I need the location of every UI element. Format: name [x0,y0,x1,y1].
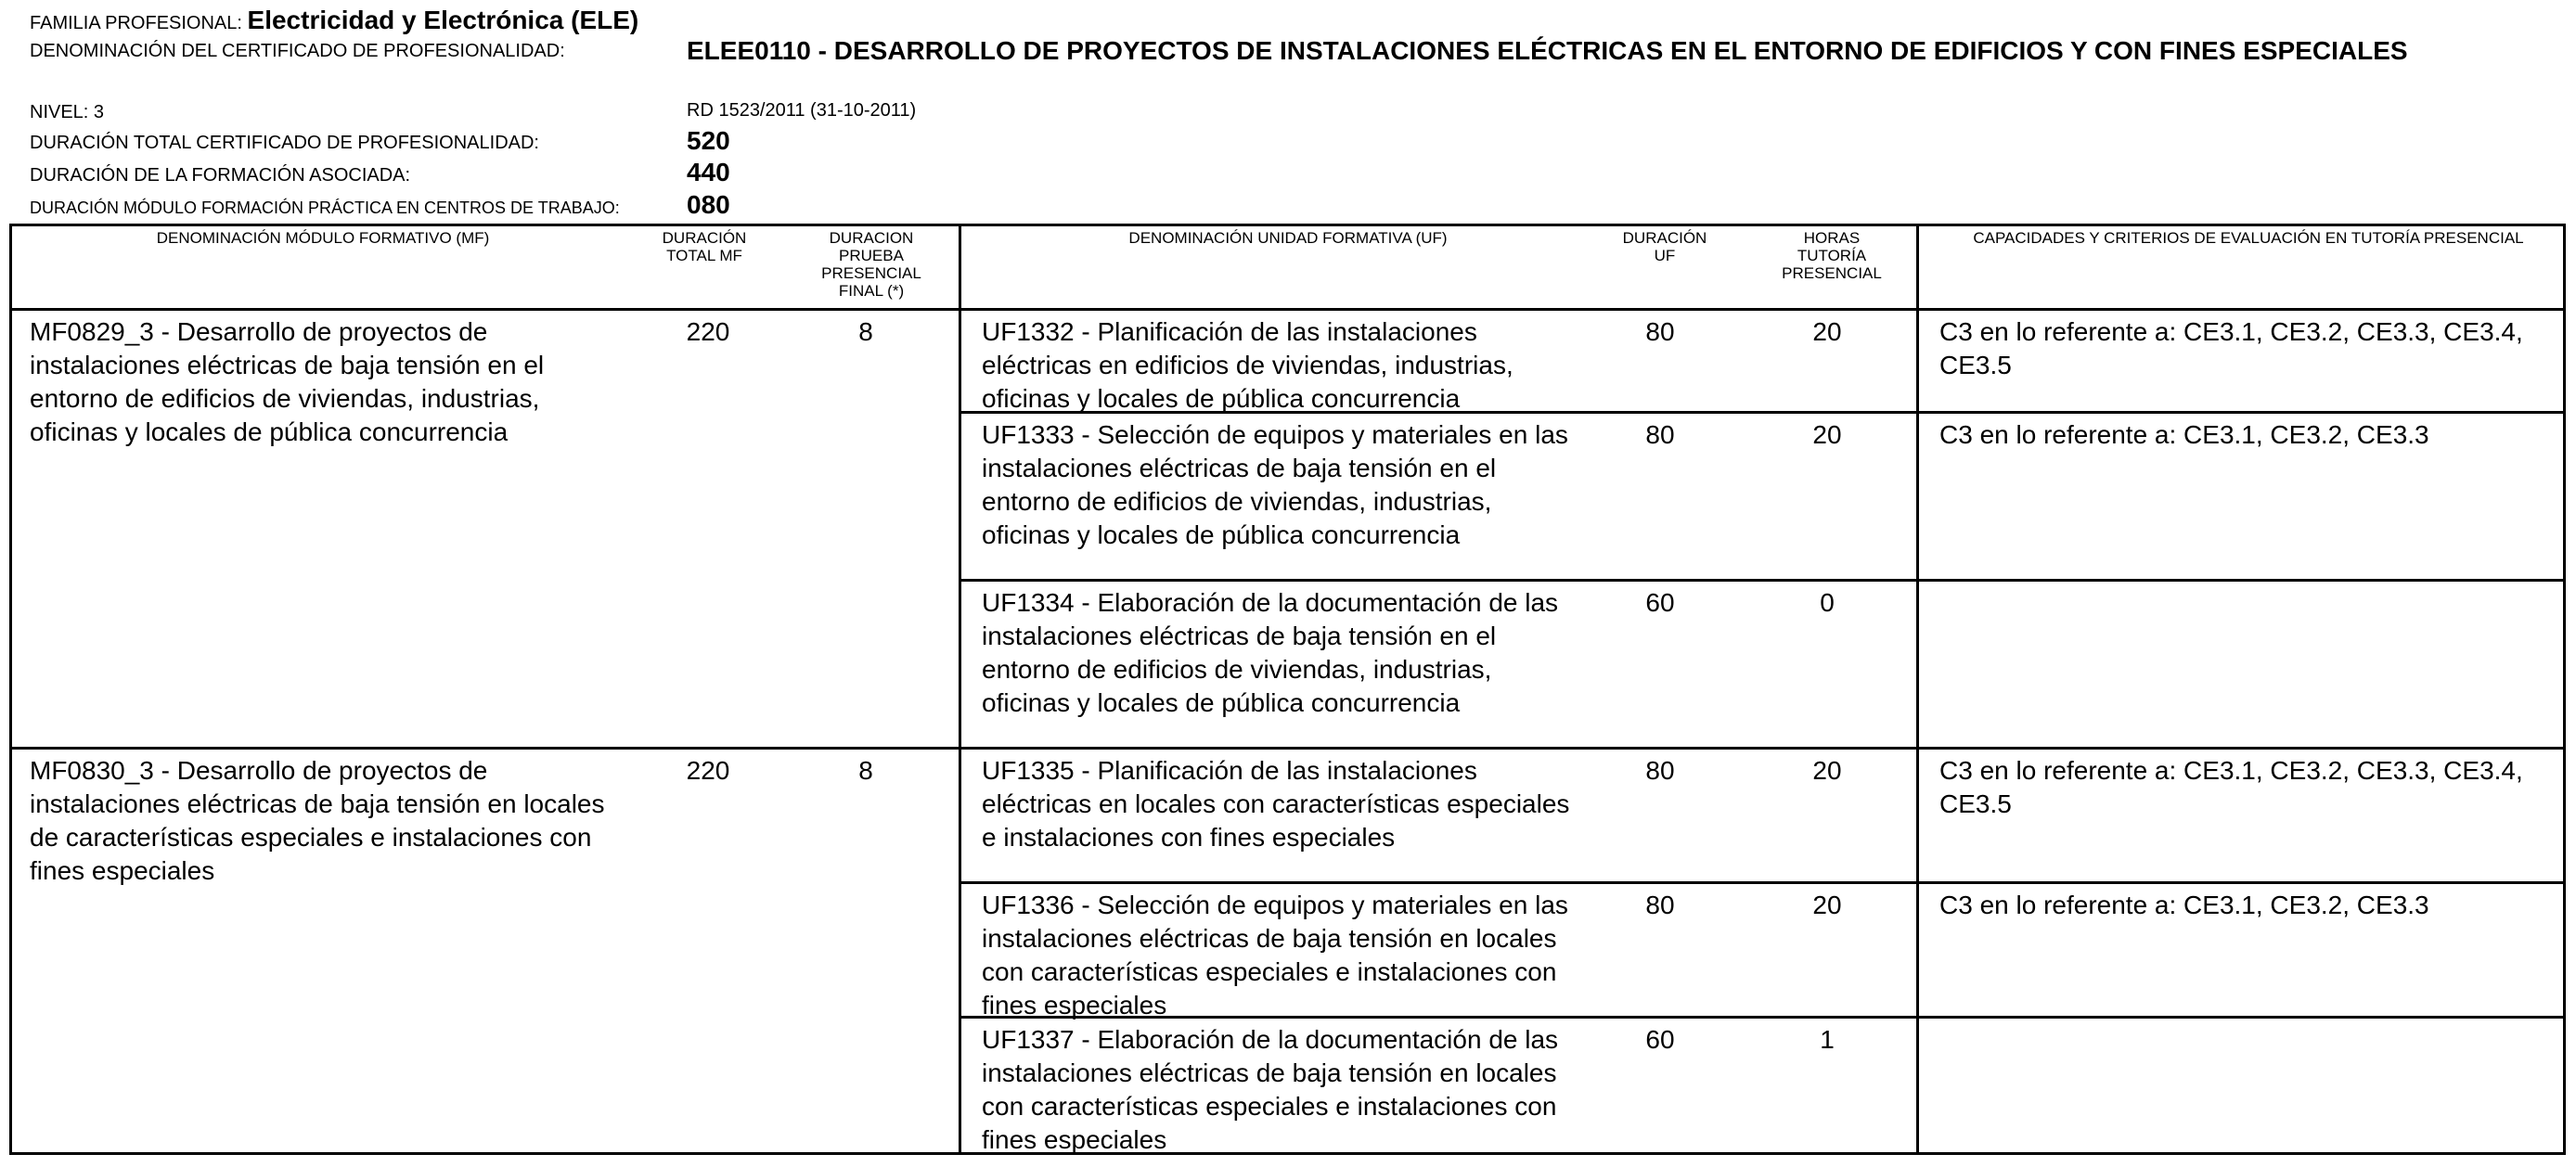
unit-tutoria: 20 [1812,420,1842,449]
familia-label: FAMILIA PROFESIONAL: Electricidad y Electrónica (ELE) [30,6,639,34]
header-uf: DENOMINACIÓN UNIDAD FORMATIVA (UF) [1128,229,1448,247]
training-table [9,224,2566,1155]
unit-name: UF1336 - Selección de equipos y materiales en las instalaciones eléctricas de baja tensión en locales con características especiales e instalaciones con fines especiales [982,891,1568,1020]
unit-divider [959,579,2563,582]
module-name: MF0829_3 - Desarrollo de proyectos de instalaciones eléctricas de baja tensión en el entorno de edificios de viviendas, industrias, oficinas y locales de pública concurrencia [30,317,545,446]
module-duracion: 220 [686,317,730,346]
unit-capacidades: C3 en lo referente a: CE3.1, CE3.2, CE3.3 [1939,420,2429,449]
header-mf: DENOMINACIÓN MÓDULO FORMATIVO (MF) [156,229,490,247]
unit-tutoria: 1 [1820,1025,1835,1054]
unit-duracion: 60 [1645,1025,1675,1054]
unit-name: UF1335 - Planificación de las instalaciones eléctricas en locales con características especiales e instalaciones con fines especiales [982,756,1570,852]
unit-duracion: 80 [1645,420,1675,449]
header-capacidades: CAPACIDADES Y CRITERIOS DE EVALUACIÓN EN TUTORÍA PRESENCIAL [1973,229,2524,247]
duracion-formacion-label: DURACIÓN DE LA FORMACIÓN ASOCIADA: [30,165,411,186]
unit-name: UF1334 - Elaboración de la documentación de las instalaciones eléctricas de baja tensión en el entorno de edificios de viviendas, industrias, oficinas y locales de pública concurrencia [982,588,1559,717]
header-prueba: DURACION PRUEBA PRESENCIAL FINAL (*) [821,229,921,300]
unit-divider [959,881,2563,884]
module-prueba: 8 [858,756,873,785]
col-divider [959,226,961,1152]
header-duracion-uf: DURACIÓN UF [1622,229,1707,264]
duracion-total-label: DURACIÓN TOTAL CERTIFICADO DE PROFESIONALIDAD: [30,133,539,153]
duracion-practica-label: DURACIÓN MÓDULO FORMACIÓN PRÁCTICA EN CENTROS DE TRABAJO: [30,199,620,217]
denominacion-value: ELEE0110 - DESARROLLO DE PROYECTOS DE INSTALACIONES ELÉCTRICAS EN EL ENTORNO DE EDIFICIOS Y CON FINES ESPECIALES [687,36,2408,65]
module-prueba: 8 [858,317,873,346]
unit-name: UF1332 - Planificación de las instalaciones eléctricas en edificios de viviendas, industrias, oficinas y locales de pública concurrencia [982,317,1513,413]
denominacion-label: DENOMINACIÓN DEL CERTIFICADO DE PROFESIONALIDAD: [30,41,565,61]
nivel-label: NIVEL: 3 [30,102,105,122]
unit-duracion: 80 [1645,756,1675,785]
unit-duracion: 80 [1645,317,1675,346]
module-name: MF0830_3 - Desarrollo de proyectos de instalaciones eléctricas de baja tensión en locales de características especiales e instalaciones con fines especiales [30,756,605,885]
header-duracion-mf: DURACIÓN TOTAL MF [662,229,747,264]
header-divider [12,308,2563,311]
duracion-practica-value: 080 [687,190,730,219]
duracion-total-value: 520 [687,126,730,155]
unit-name: UF1333 - Selección de equipos y materiales en las instalaciones eléctricas de baja tensión en el entorno de edificios de viviendas, industrias, oficinas y locales de pública concurrencia [982,420,1568,549]
duracion-formacion-value: 440 [687,158,730,186]
unit-tutoria: 20 [1812,756,1842,785]
unit-duracion: 60 [1645,588,1675,617]
module-divider [12,747,2563,750]
unit-duracion: 80 [1645,891,1675,919]
unit-tutoria: 0 [1820,588,1835,617]
module-duracion: 220 [686,756,730,785]
unit-capacidades: C3 en lo referente a: CE3.1, CE3.2, CE3.3, CE3.4, CE3.5 [1939,317,2523,379]
col-divider [1916,226,1919,1152]
familia-value: Electricidad y Electrónica (ELE) [247,6,639,34]
unit-tutoria: 20 [1812,891,1842,919]
unit-capacidades: C3 en lo referente a: CE3.1, CE3.2, CE3.3, CE3.4, CE3.5 [1939,756,2523,818]
unit-capacidades: C3 en lo referente a: CE3.1, CE3.2, CE3.3 [1939,891,2429,919]
unit-name: UF1337 - Elaboración de la documentación de las instalaciones eléctricas de baja tensión en locales con características especiales e instalaciones con fines especiales [982,1025,1559,1154]
unit-tutoria: 20 [1812,317,1842,346]
rd-value: RD 1523/2011 (31-10-2011) [687,100,917,121]
header-tutoria: HORAS TUTORÍA PRESENCIAL [1782,229,1882,282]
